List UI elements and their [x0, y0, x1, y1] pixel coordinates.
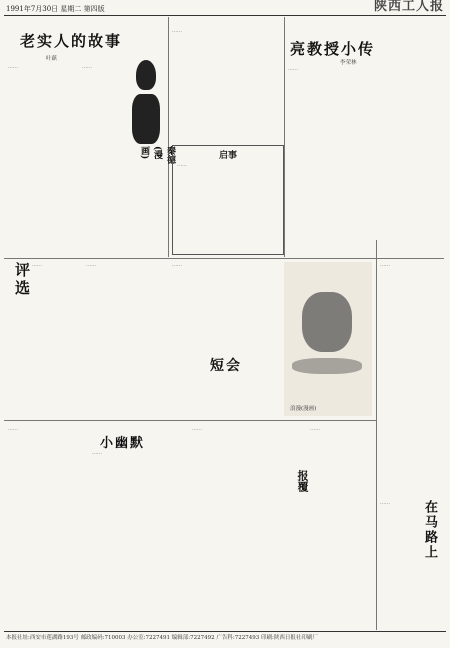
article-body: …… [32, 262, 42, 268]
masthead [6, 0, 444, 15]
illustration [126, 60, 175, 170]
article-body: …… [8, 64, 18, 70]
article-body: …… [288, 66, 298, 72]
section-divider [4, 258, 444, 259]
illustration-caption: 浪漫(漫画) [290, 406, 317, 412]
landscape-shape [302, 292, 352, 352]
article-body: …… [380, 500, 390, 506]
article-body: …… [172, 28, 182, 34]
article-body: …… [92, 450, 102, 456]
notice-heading: 启事 [218, 151, 237, 161]
article-title: 老实人的故事 [20, 32, 123, 50]
figure-body-shape [132, 94, 160, 144]
column-divider [376, 240, 377, 630]
article-body: …… [82, 64, 92, 70]
section-label: 在马路上 [422, 500, 437, 560]
figure-head-shape [136, 60, 156, 90]
footer: 本报社址:西安市莲湖路193号 邮政编码:710003 办公室:7227491 编辑部:7227492 广告科:7227493 印刷:陕西日报社印刷厂 [6, 635, 318, 641]
landscape-shape [292, 358, 362, 374]
section-divider [4, 420, 376, 421]
article-title: 报覆 [296, 470, 309, 492]
article-body: …… [8, 426, 18, 432]
article-body: …… [192, 426, 202, 432]
article-body: …… [310, 426, 320, 432]
article-body: …… [172, 262, 182, 268]
column-divider [284, 17, 285, 257]
illustration-caption: 秦德(漫画) [139, 146, 175, 164]
section-label: 评选 [13, 262, 31, 298]
article-author: 李荣林 [340, 60, 357, 66]
newspaper-brand: 陕西工人报 [373, 0, 444, 14]
article-body: …… [86, 262, 96, 268]
column-divider [168, 17, 169, 257]
article-title: 短会 [210, 358, 242, 374]
article-author: 叶蕻 [46, 56, 58, 62]
footer-rule [4, 631, 446, 632]
masthead-rule [4, 15, 446, 16]
notice-box [172, 145, 284, 255]
article-body: …… [380, 262, 390, 268]
article-title: 亮教授小传 [290, 40, 376, 58]
illustration [284, 262, 372, 416]
article-title: 小幽默 [100, 436, 146, 451]
notice-body: …… [177, 162, 187, 168]
issue-date: 1991年7月30日 星期二 第四版 [6, 5, 105, 13]
